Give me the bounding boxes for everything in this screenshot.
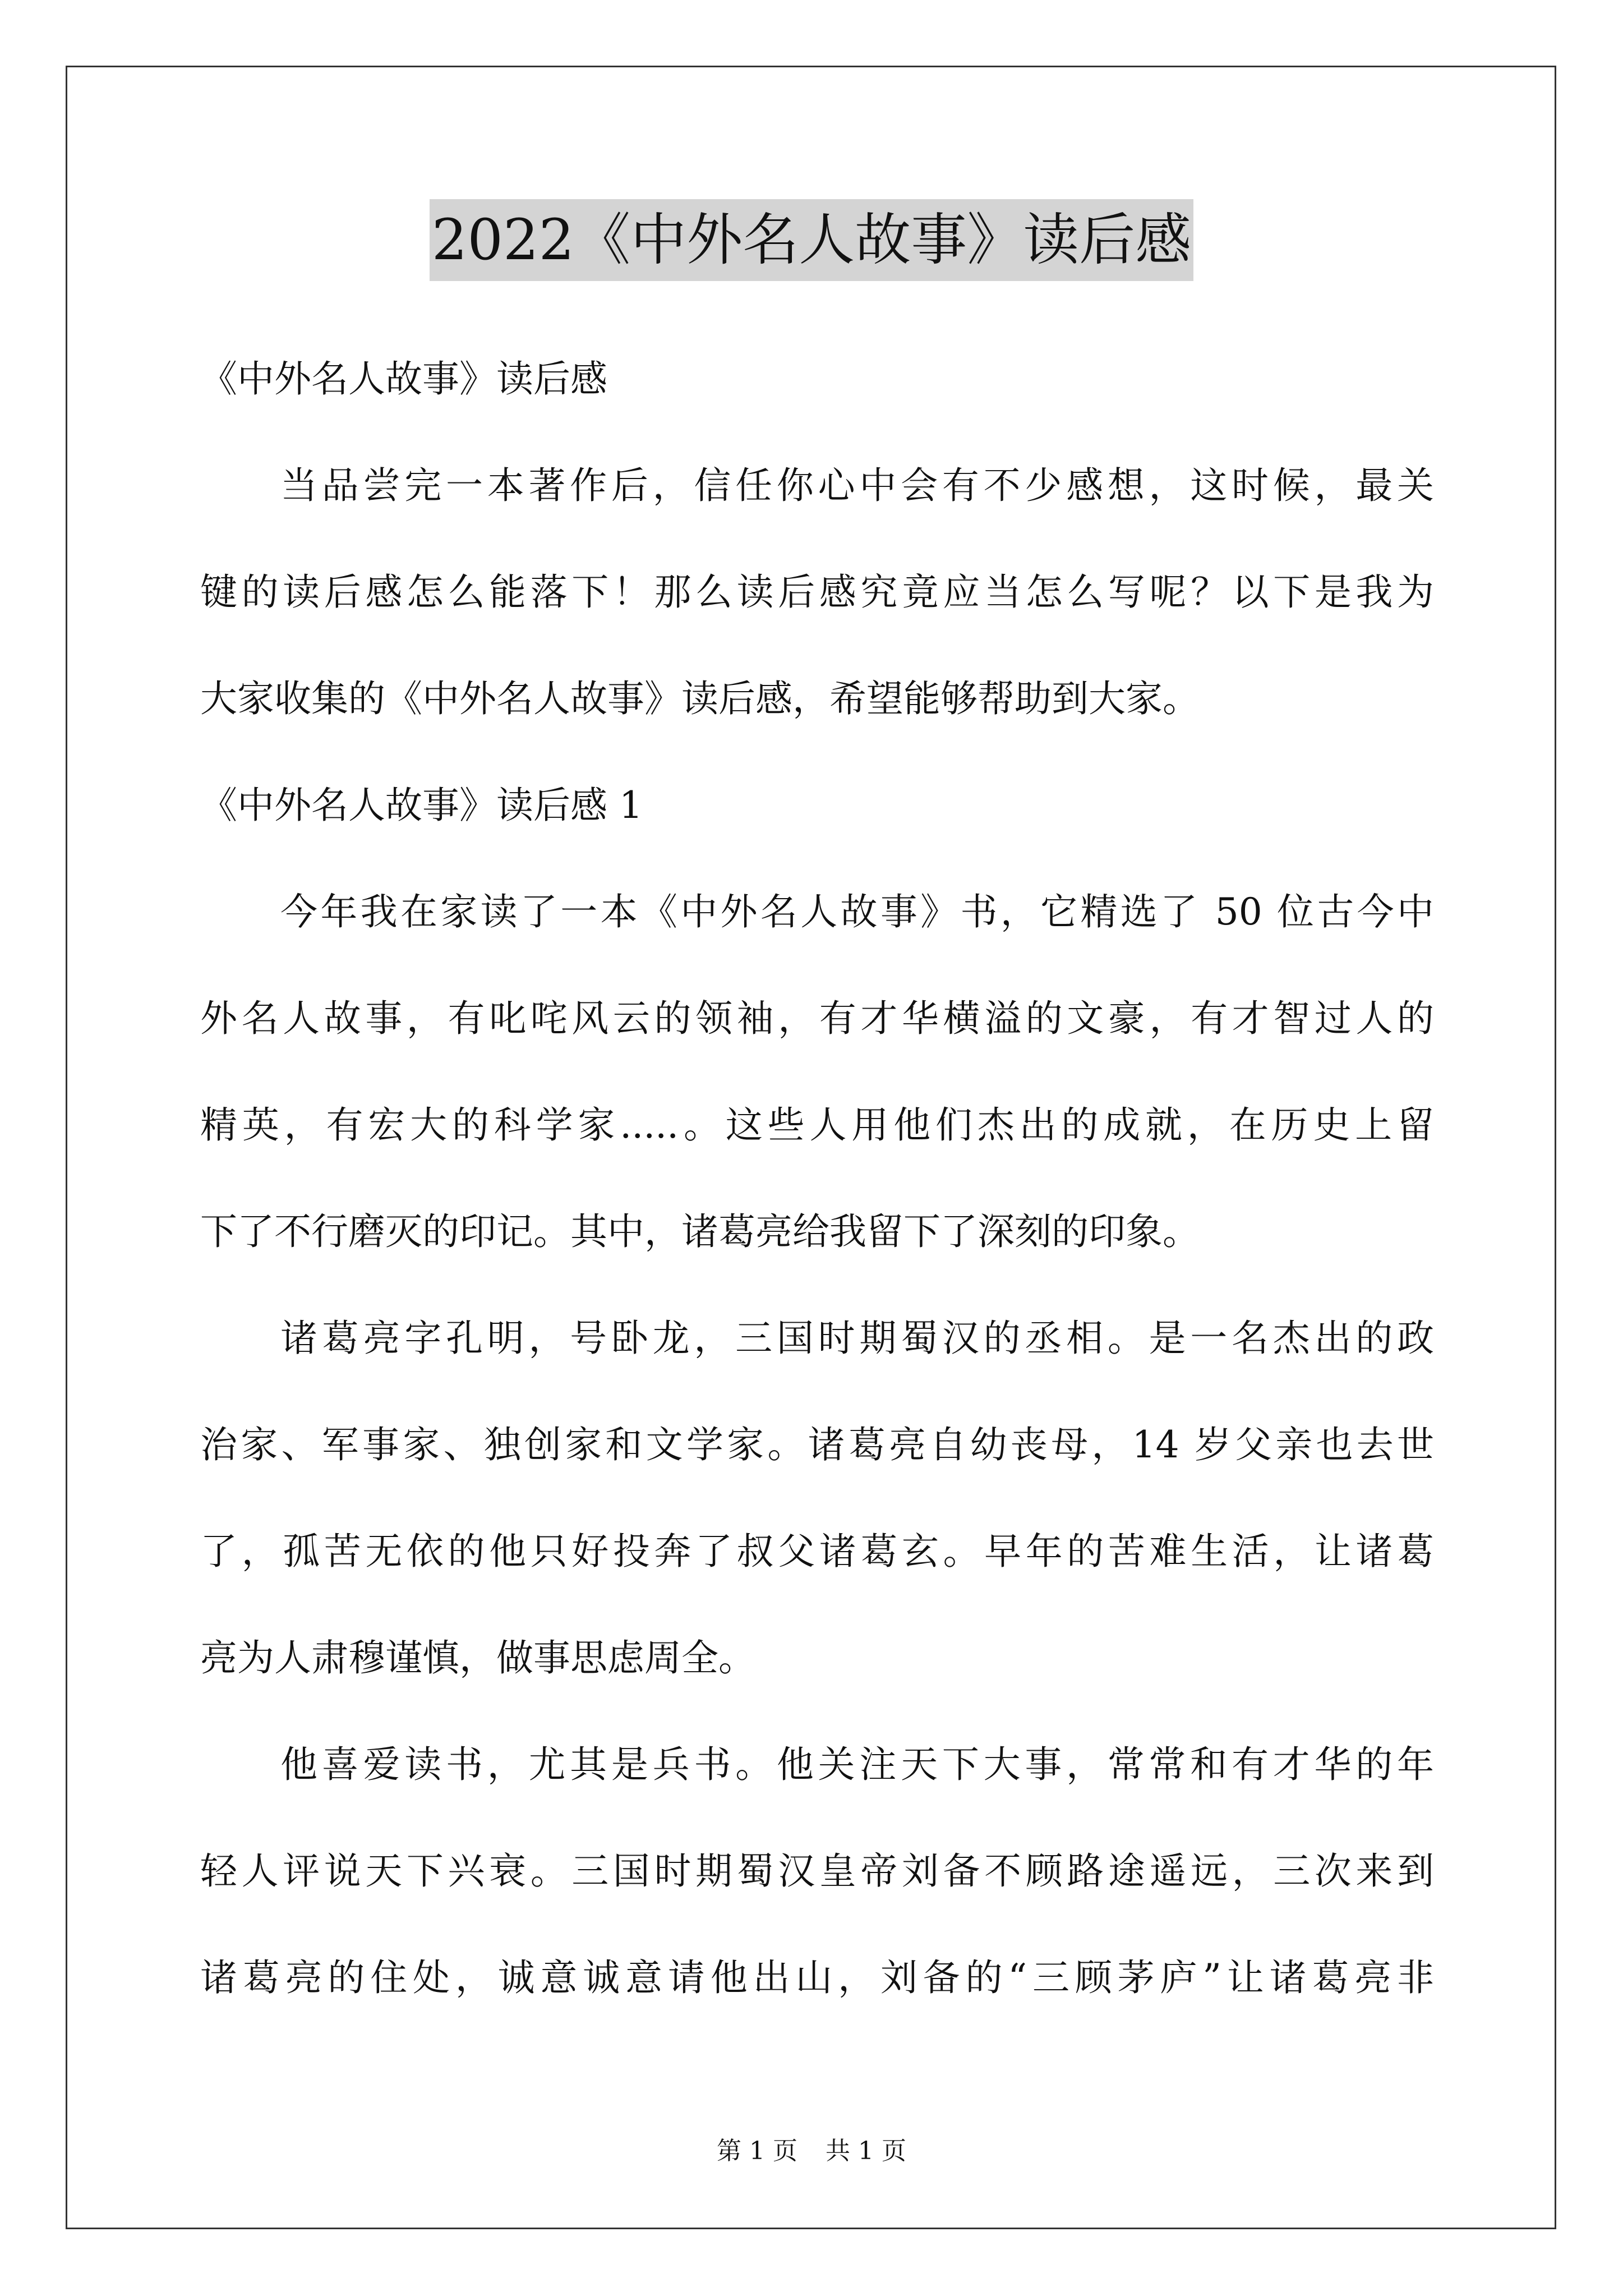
document-title: 2022《中外名人故事》读后感 <box>430 199 1194 281</box>
page-total: 共 1 页 <box>826 2137 906 2165</box>
paragraph-line: 诸葛亮的住处，诚意诚意请他出山，刘备的“三顾茅庐”让诸葛亮非 <box>200 1956 1434 1999</box>
page-footer <box>0 2134 1623 2168</box>
paragraph-line: 键的读后感怎么能落下！那么读后感究竟应当怎么写呢？以下是我为 <box>200 570 1434 614</box>
paragraph-line: 精英，有宏大的科学家.....。这些人用他们杰出的成就，在历史上留 <box>200 1103 1434 1147</box>
paragraph-line: 外名人故事，有叱咤风云的领袖，有才华横溢的文豪，有才智过人的 <box>200 997 1434 1040</box>
page-number: 第 1 页 <box>717 2137 797 2165</box>
paragraph-line: 诸葛亮字孔明，号卧龙，三国时期蜀汉的丞相。是一名杰出的政 <box>280 1317 1434 1360</box>
title-container <box>0 199 1623 281</box>
paragraph-line: 治家、军事家、独创家和文学家。诸葛亮自幼丧母，14 岁父亲也去世 <box>200 1423 1434 1466</box>
paragraph-line: 他喜爱读书，尤其是兵书。他关注天下大事，常常和有才华的年 <box>280 1743 1434 1786</box>
paragraph-line: 今年我在家读了一本《中外名人故事》书，它精选了 50 位古今中 <box>280 890 1434 933</box>
section-heading: 《中外名人故事》读后感 <box>200 357 607 401</box>
paragraph-line: 亮为人肃穆谨慎，做事思虑周全。 <box>200 1636 755 1680</box>
paragraph-line: 当品尝完一本著作后，信任你心中会有不少感想，这时候，最关 <box>280 464 1434 507</box>
paragraph-line: 轻人评说天下兴衰。三国时期蜀汉皇帝刘备不顾路途遥远，三次来到 <box>200 1849 1434 1893</box>
section-heading: 《中外名人故事》读后感 1 <box>200 784 643 827</box>
paragraph-line: 了，孤苦无依的他只好投奔了叔父诸葛玄。早年的苦难生活，让诸葛 <box>200 1530 1434 1573</box>
paragraph-line: 下了不行磨灭的印记。其中，诸葛亮给我留下了深刻的印象。 <box>200 1210 1200 1253</box>
paragraph-line: 大家收集的《中外名人故事》读后感，希望能够帮助到大家。 <box>200 677 1200 720</box>
